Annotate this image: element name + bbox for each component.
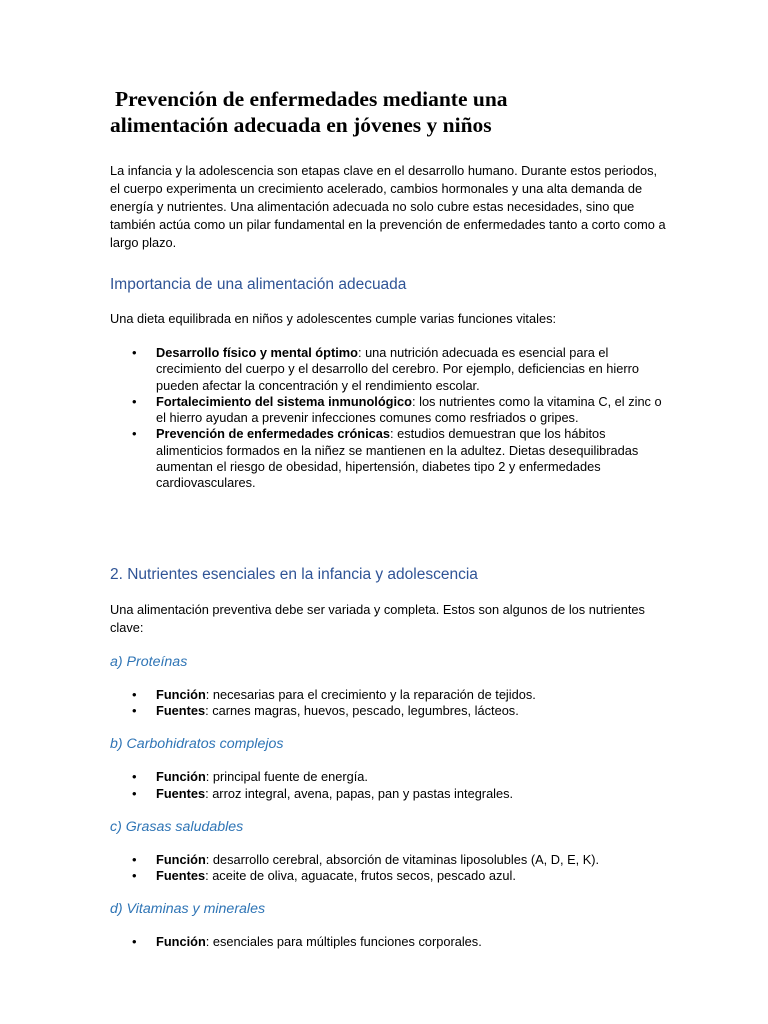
list-item-text: : aceite de oliva, aguacate, frutos secos, pescado azul.: [205, 868, 516, 884]
list-item-text: : esenciales para múltiples funciones corporales.: [205, 934, 482, 950]
list-item-text: : una nutrición adecuada es esencial para el crecimiento del cuerpo y el desarrollo del cerebro. Por ejemplo, deficiencias en hierro pueden afectar la concentración y el rendimiento escolar.: [156, 345, 639, 393]
list-item-text: : carnes magras, huevos, pescado, legumbres, lácteos.: [205, 702, 519, 718]
fuentes-label: Fuentes: [156, 868, 206, 884]
bullet-icon: •: [132, 426, 137, 442]
list-item-text: : estudios demuestran que los hábitos alimenticios formados en la niñez se mantienen en la adultez. Dietas desequilibradas aumentan el riesgo de obesidad, hipertensión, diabetes tipo 2 y enfermedades cardiovasculares.: [156, 426, 639, 491]
bullet-icon: •: [132, 868, 137, 884]
list-item: [110, 703, 666, 719]
list-item-text: : principal fuente de energía.: [205, 769, 368, 785]
list-item-text: : desarrollo cerebral, absorción de vitaminas liposolubles (A, D, E, K).: [205, 851, 600, 867]
bullet-icon: •: [132, 393, 137, 409]
list-item: [110, 868, 666, 884]
document-body: [110, 86, 666, 951]
list-item: [110, 852, 666, 868]
subheading-carbohidratos: b) Carbohidratos complejos: [110, 736, 284, 753]
list-item-text: : necesarias para el crecimiento y la reparación de tejidos.: [205, 686, 536, 702]
grasas-list: [110, 852, 666, 885]
bullet-icon: •: [132, 785, 137, 801]
subheading-vitaminas: d) Vitaminas y minerales: [110, 901, 266, 918]
list-item-term: Fortalecimiento del sistema inmunológico: [156, 393, 412, 409]
title-line-1: Prevención de enfermedades mediante una: [115, 87, 508, 111]
bullet-icon: •: [132, 702, 137, 718]
section2-lead: Una alimentación preventiva debe ser variada y completa. Estos son algunos de los nutrientes clave:: [110, 601, 645, 635]
subheading-grasas: c) Grasas saludables: [110, 818, 244, 835]
bullet-icon: •: [132, 934, 137, 950]
subheading-proteinas: a) Proteínas: [110, 653, 188, 670]
list-item: [110, 687, 666, 703]
section-heading-importancia: Importancia de una alimentación adecuada: [110, 276, 407, 293]
list-item-text: : los nutrientes como la vitamina C, el zinc o el hierro ayudan a prevenir infecciones comunes como resfriados o gripes.: [156, 393, 662, 426]
list-item: [110, 345, 666, 394]
bullet-icon: •: [132, 686, 137, 702]
vitaminas-list: [110, 934, 666, 950]
fuentes-label: Fuentes: [156, 702, 206, 718]
list-item: [110, 934, 666, 950]
list-item: [110, 769, 666, 785]
fuentes-label: Fuentes: [156, 785, 206, 801]
intro-paragraph: La infancia y la adolescencia son etapas clave en el desarrollo humano. Durante estos periodos, el cuerpo experimenta un crecimiento acelerado, cambios hormonales y una alta demanda de energía y nutrientes. Una alimentación adecuada no solo cubre estas necesidades, sino que también actúa como un pilar fundamental en la prevención de enfermedades tanto a corto como a largo plazo.: [110, 163, 666, 250]
list-item-term: Prevención de enfermedades crónicas: [156, 426, 390, 442]
section1-lead: Una dieta equilibrada en niños y adolescentes cumple varias funciones vitales:: [110, 311, 557, 326]
bullet-icon: •: [132, 851, 137, 867]
section-heading-nutrientes: 2. Nutrientes esenciales en la infancia y adolescencia: [110, 565, 478, 583]
list-item: [110, 426, 666, 491]
funcion-label: Función: [156, 851, 206, 867]
document-title: [110, 86, 666, 138]
importancia-list: [110, 345, 666, 492]
list-item-text: : arroz integral, avena, papas, pan y pastas integrales.: [205, 785, 514, 801]
proteinas-list: [110, 687, 666, 720]
list-item: [110, 394, 666, 427]
list-item: [110, 786, 666, 802]
funcion-label: Función: [156, 769, 206, 785]
list-item-term: Desarrollo físico y mental óptimo: [156, 345, 358, 360]
bullet-icon: •: [132, 345, 137, 360]
funcion-label: Función: [156, 686, 206, 702]
carbohidratos-list: [110, 769, 666, 802]
funcion-label: Función: [156, 934, 206, 950]
title-line-2: alimentación adecuada en jóvenes y niños: [110, 113, 492, 137]
bullet-icon: •: [132, 769, 137, 785]
